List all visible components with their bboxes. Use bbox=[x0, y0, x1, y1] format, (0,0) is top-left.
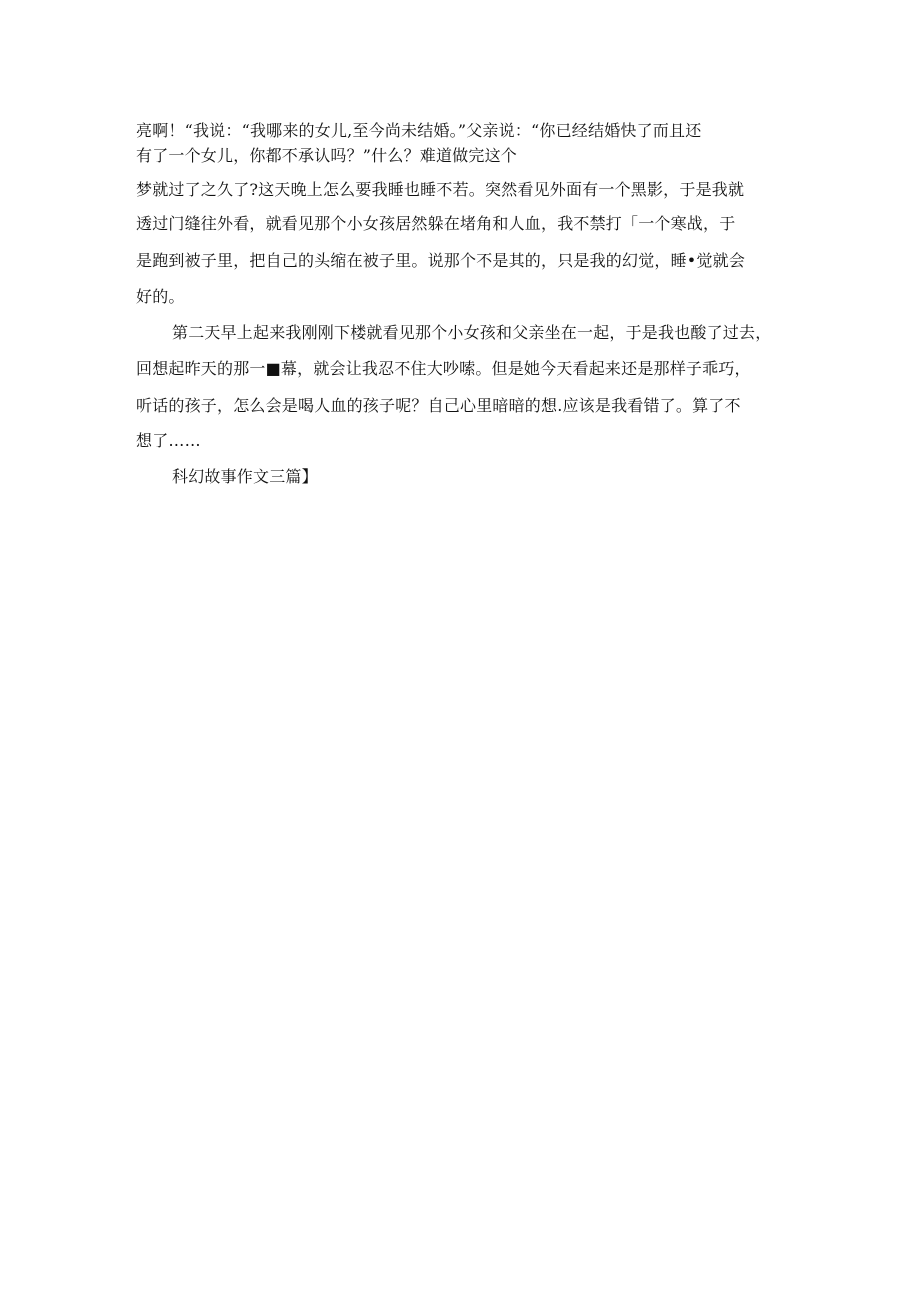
text-line-5: 是跑到被子里，把自己的头缩在被子里。说那个不是其的，只是我的幻觉，睡•觉就会 bbox=[136, 251, 746, 270]
text-line-10: 想了…… bbox=[136, 431, 201, 450]
text-line-7: 第二天早上起来我刚刚下楼就看见那个小女孩和父亲坐在一起，于是我也酸了过去， bbox=[172, 323, 772, 342]
text-line-3: 梦就过了之久了?这天晚上怎么要我睡也睡不若。突然看见外面有一个黑影，于是我就 bbox=[136, 180, 745, 199]
section-heading: 科幻故事作文三篇】 bbox=[172, 467, 318, 486]
text-line-1: 亮啊！“我说：“我哪来的女儿,至今尚未结婚。”父亲说：“你已经结婚快了而且还 bbox=[136, 121, 702, 140]
text-line-6: 好的。 bbox=[136, 287, 185, 306]
text-line-4: 透过门缝往外看，就看见那个小女孩居然躲在堵角和人血，我不禁打「一个寒战，于 bbox=[136, 214, 736, 233]
text-line-8: 回想起昨天的那一■幕，就会让我忍不住大吵嗦。但是她今天看起来还是那样子乖巧， bbox=[136, 359, 751, 378]
text-line-2: 有了一个女儿，你都不承认吗？”什么？难道做完这个 bbox=[136, 146, 517, 165]
text-line-9: 听话的孩子，怎么会是喝人血的孩子呢？自己心里暗暗的想.应该是我看错了。算了不 bbox=[136, 396, 741, 415]
